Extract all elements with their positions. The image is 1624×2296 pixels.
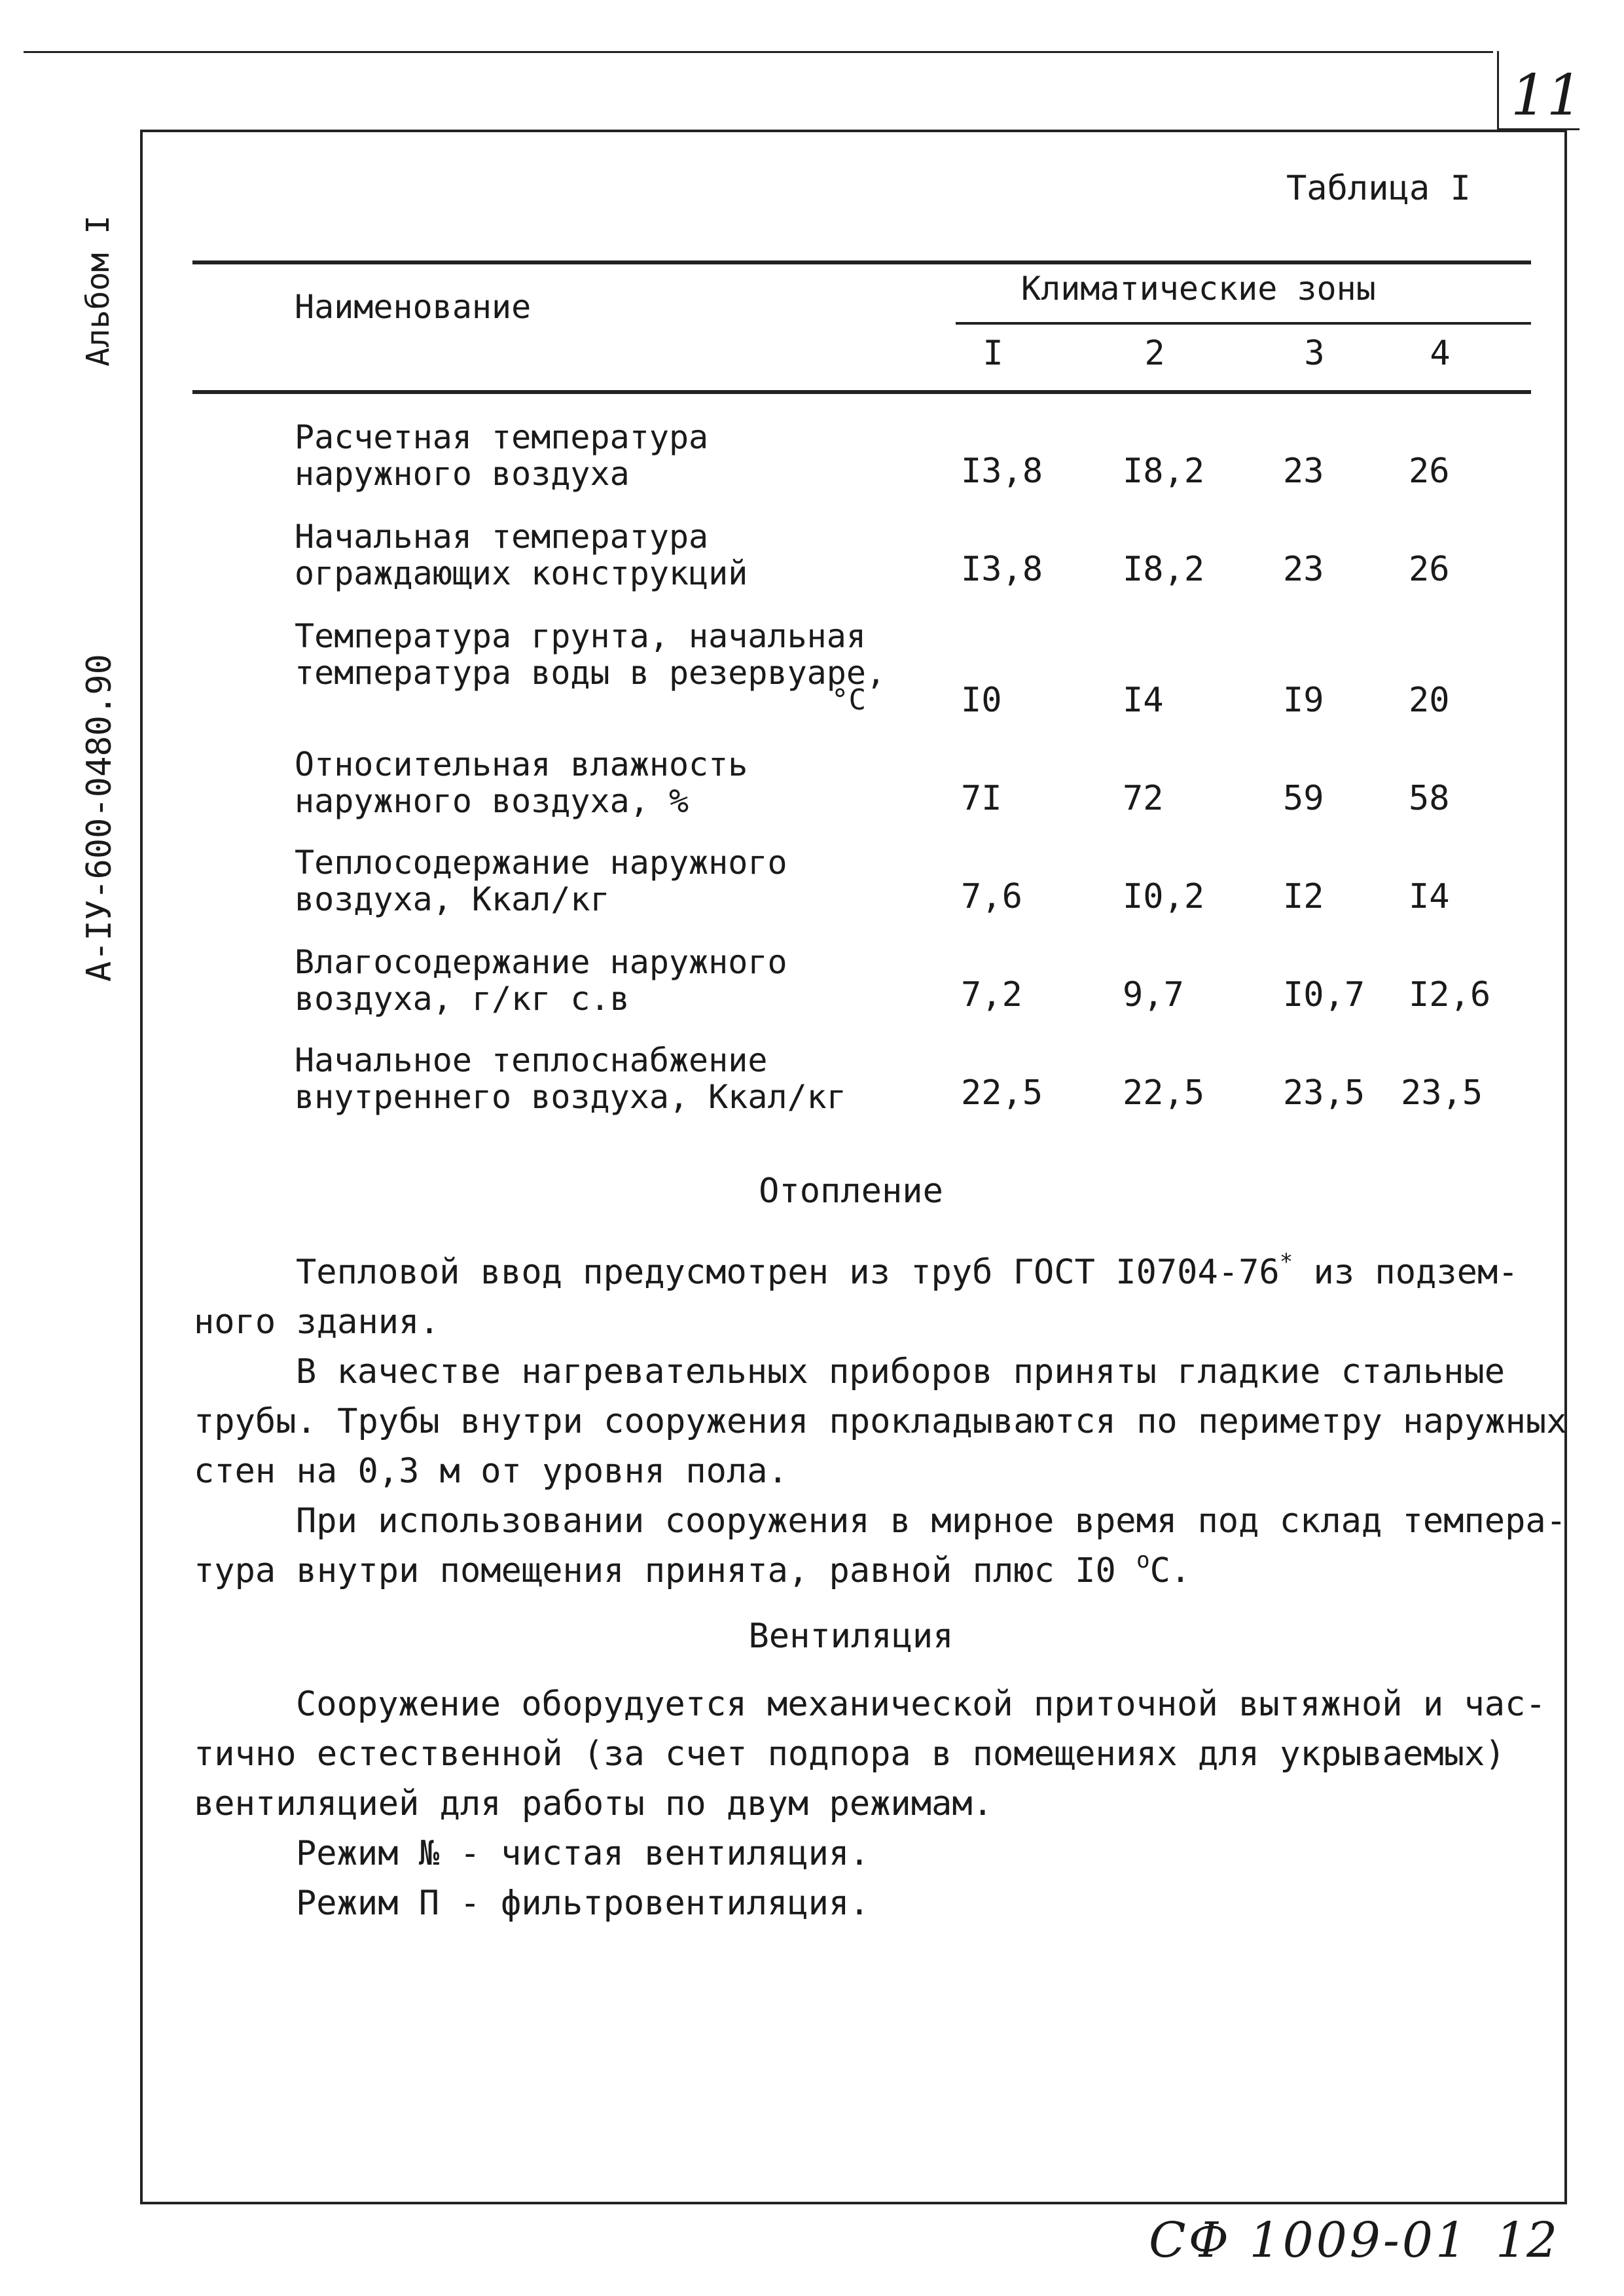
table-cell: I8,2	[1123, 550, 1205, 589]
zone-header-1: I	[983, 334, 1003, 373]
table-cell: I9	[1283, 681, 1324, 720]
table-title: Таблица I	[1286, 169, 1471, 208]
table-cell: 22,5	[1123, 1073, 1205, 1113]
table-row-unit: °C	[831, 683, 866, 717]
table-cell: I0	[961, 681, 1002, 720]
table-top-rule	[192, 260, 1531, 264]
table-cell: 9,7	[1123, 975, 1184, 1014]
table-cell: I2,6	[1409, 975, 1491, 1014]
table-cell: 23	[1283, 550, 1324, 589]
table-cell: I3,8	[961, 550, 1043, 589]
side-album-label: Альбом I	[80, 215, 117, 367]
table-cell: 22,5	[961, 1073, 1043, 1113]
top-rule	[24, 51, 1493, 53]
table-cell: I2	[1283, 877, 1324, 916]
table-cell: 7,2	[961, 975, 1022, 1014]
table-cell: 58	[1409, 779, 1450, 818]
table-row-name: Влагосодержание наружного воздуха, г/кг с.в	[295, 943, 787, 1018]
zone-header-3: 3	[1304, 334, 1325, 373]
table-cell: 23,5	[1401, 1073, 1483, 1113]
table-cell: I4	[1409, 877, 1450, 916]
heating-heading: Отопление	[759, 1172, 943, 1211]
table-row-name: Теплосодержание наружного воздуха, Ккал/кг	[295, 844, 787, 918]
table-cell: 20	[1409, 681, 1450, 720]
table-row-name: Температура грунта, начальная температура воды в резервуаре,	[295, 617, 886, 692]
table-cell: 23	[1283, 452, 1324, 491]
table-cell: 59	[1283, 779, 1324, 818]
table-cell: 72	[1123, 779, 1164, 818]
table-row-name: Относительная влажность наружного воздуха, %	[295, 745, 748, 820]
zone-header-2: 2	[1144, 334, 1165, 373]
page-number: 11	[1511, 63, 1583, 128]
table-row-name: Начальная температура ограждающих конструкций	[295, 518, 748, 592]
footer-document-code: СФ 1009-01	[1149, 2212, 1470, 2269]
side-document-code: А-IУ-600-0480.90	[80, 654, 119, 982]
table-cell: 23,5	[1283, 1073, 1365, 1113]
zone-header-4: 4	[1430, 334, 1451, 373]
table-header-zones: Климатические зоны	[1021, 270, 1376, 308]
table-cell: 7,6	[961, 877, 1022, 916]
table-cell: 7I	[961, 779, 1002, 818]
footer-page-number: 12	[1496, 2212, 1558, 2269]
ventilation-heading: Вентиляция	[748, 1617, 954, 1656]
table-row-name: Начальное теплоснабжение внутреннего воздуха, Ккал/кг	[295, 1041, 846, 1116]
heating-text: Тепловой ввод предусмотрен из труб ГОСТ I0704-76* из подзем- ного здания. В качестве нагревательных приборов приняты гладкие стальные трубы. Трубы внутри сооружения прокладываются по периметру наружных стен на 0,3 м от уровня пола. При использовании сооружения в мирное время под склад темпера- тура внутри помещения принята, равной плюс I0 $^о$С.	[194, 1249, 1567, 1590]
table-cell: I4	[1123, 681, 1164, 720]
table-cell: 26	[1409, 550, 1450, 589]
table-row-name: Расчетная температура наружного воздуха	[295, 418, 709, 493]
table-cell: 26	[1409, 452, 1450, 491]
table-header-name: Наименование	[295, 288, 532, 326]
table-cell: I3,8	[961, 452, 1043, 491]
table-zones-rule	[956, 322, 1531, 325]
table-header-rule	[192, 390, 1531, 394]
table-cell: I0,2	[1123, 877, 1205, 916]
table-cell: I8,2	[1123, 452, 1205, 491]
ventilation-text: Сооружение оборудуется механической приточной вытяжной и час- тично естественной (за счет подпора в помещениях для укрываемых) вентиляцией для работы по двум режимам. Режим № - чистая вентиляция. Режим П - фильтровентиляция.	[194, 1685, 1546, 1923]
table-cell: I0,7	[1283, 975, 1365, 1014]
